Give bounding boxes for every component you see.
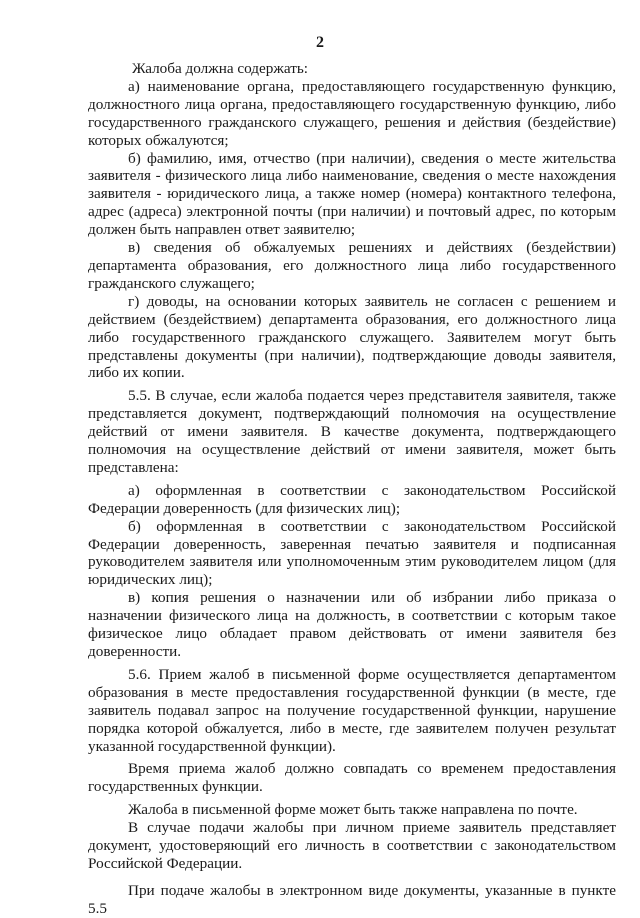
paragraph-complaint-contents: Жалоба должна содержать: [132,60,308,77]
paragraph-5-5-b: б) оформленная в соответствии с законодательством Российской Федерации доверенность, заверенная печатью заявителя и подписанная руководителем заявителя или уполномоченным этим руководителем лицом (для юридических лиц); [88,517,616,589]
paragraph-by-mail: Жалоба в письменной форме может быть также направлена по почте. [128,801,578,819]
paragraph-5-6: 5.6. Прием жалоб в письменной форме осуществляется департаментом образования в месте предоставления государственной функции (в месте, где заявитель подавал запрос на получение государственной функции, нарушение порядка которой обжалуется, либо в месте, где заявителем получен результат указанной государственной функции). [88,665,616,755]
document-body [88,60,616,918]
paragraph-item-b: б) фамилию, имя, отчество (при наличии), сведения о месте жительства заявителя - физического лица либо наименование, сведения о месте нахождения заявителя - юридического лица, а также номер (номера) контактного телефона, адрес (адреса) электронной почты (при наличии) и почтовый адрес, по которым должен быть направлен ответ заявителю; [88,149,616,239]
paragraph-reception-time: Время приема жалоб должно совпадать со временем предоставления государственных функции. [88,760,616,796]
paragraph-5-5-v: в) копия решения о назначении или об избрании либо приказа о назначении физического лица на должность, в соответствии с которым такое физическое лицо обладает правом действовать от имени заявителя без доверенности. [88,589,616,660]
paragraph-item-a: а) наименование органа, предоставляющего государственную функцию, должностного лица органа, предоставляющего государственную функцию, либо государственного гражданского служащего, решения и действия (бездействие) которых обжалуются; [88,77,616,149]
paragraph-item-g: г) доводы, на основании которых заявитель не согласен с решением и действием (бездействием) департамента образования, его должностного лица либо государственного гражданского служащего. Заявителем могут быть представлены документы (при наличии), подтверждающие доводы заявителя, либо их копии. [88,292,616,382]
page-number: 2 [316,34,324,51]
paragraph-electronic-submission: При подаче жалобы в электронном виде документы, указанные в пункте 5.5 [88,881,616,917]
paragraph-5-5: 5.5. В случае, если жалоба подается через представителя заявителя, также представляется документ, подтверждающий полномочия на осуществление действий от имени заявителя. В качестве документа, подтверждающего полномочия на осуществление действий от имени заявителя, может быть представлена: [88,387,616,476]
paragraph-5-5-a: а) оформленная в соответствии с законодательством Российской Федерации доверенность (для физических лиц); [88,481,616,517]
paragraph-personal-reception: В случае подачи жалобы при личном приеме заявитель представляет документ, удостоверяющий его личность в соответствии с законодательством Российской Федерации. [88,819,616,872]
paragraph-item-v: в) сведения об обжалуемых решениях и действиях (бездействии) департамента образования, его должностного лица либо государственного гражданского служащего; [88,239,616,292]
